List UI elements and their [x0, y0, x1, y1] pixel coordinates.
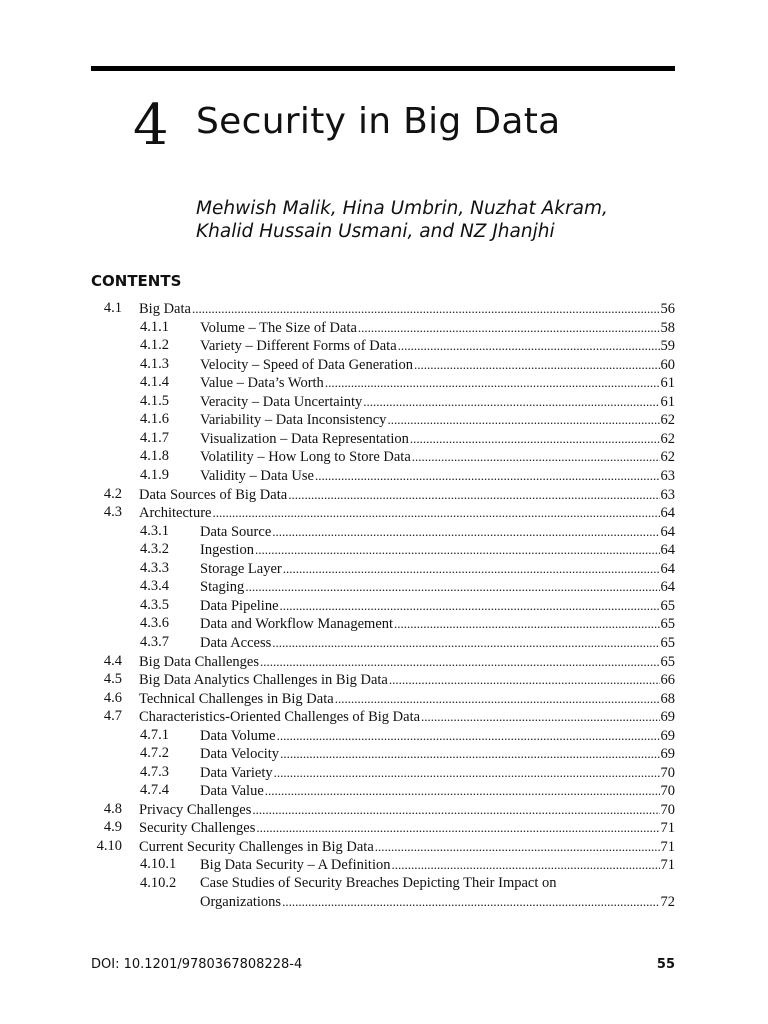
toc-entry[interactable]: [0, 707, 768, 726]
toc-leader-dots: [288, 485, 659, 504]
toc-leader-dots: [412, 447, 660, 466]
toc-leader-dots: [363, 392, 659, 411]
toc-page: 64: [660, 561, 675, 577]
toc-entry[interactable]: [0, 447, 768, 466]
toc-number: 4.7.2: [140, 745, 169, 761]
toc-title: Big Data Security – A Definition: [200, 857, 391, 873]
toc-entry[interactable]: [0, 522, 768, 541]
toc-title: Ingestion: [200, 542, 254, 558]
toc-number: 4.1.1: [140, 319, 169, 335]
toc-number: 4.7.4: [140, 782, 169, 798]
toc-page: 62: [660, 449, 675, 465]
toc-page: 56: [660, 301, 675, 317]
toc-number: 4.10.1: [140, 856, 177, 872]
toc-page: 65: [660, 654, 675, 670]
toc-leader-dots: [252, 800, 659, 819]
toc-number: 4.3.2: [140, 541, 169, 557]
toc-title: Data Sources of Big Data: [139, 487, 288, 503]
toc-title: Data Source: [200, 524, 272, 540]
toc-entry[interactable]: [0, 485, 768, 504]
toc-entry[interactable]: [0, 689, 768, 708]
toc-number: 4.3.6: [140, 615, 169, 631]
toc-leader-dots: [192, 299, 660, 318]
toc-entry[interactable]: [0, 837, 768, 856]
toc-title: Data and Workflow Management: [200, 616, 394, 632]
toc-entry[interactable]: [0, 429, 768, 448]
toc-page: 71: [660, 820, 675, 836]
toc-number: 4.1.9: [140, 467, 169, 483]
toc-title: Security Challenges: [139, 820, 256, 836]
toc-page: 65: [660, 598, 675, 614]
toc-number: 4.1.7: [140, 430, 169, 446]
toc-number: 4.1.8: [140, 448, 169, 464]
toc-entry[interactable]: [0, 614, 768, 633]
toc-entry[interactable]: [0, 874, 768, 893]
toc-page: 63: [660, 487, 675, 503]
toc-page: 70: [660, 765, 675, 781]
toc-leader-dots: [277, 726, 660, 745]
toc-leader-dots: [274, 763, 660, 782]
toc-page: 63: [660, 468, 675, 484]
toc-entry[interactable]: [0, 763, 768, 782]
toc-number: 4.9: [103, 819, 122, 835]
toc-page: 64: [660, 542, 675, 558]
toc-number: 4.4: [103, 653, 122, 669]
toc-title: Validity – Data Use: [200, 468, 314, 484]
toc-leader-dots: [212, 503, 659, 522]
toc-leader-dots: [387, 410, 659, 429]
toc-title: Variety – Different Forms of Data: [200, 338, 397, 354]
toc-entry[interactable]: [0, 744, 768, 763]
toc-page: 68: [660, 691, 675, 707]
toc-leader-dots: [255, 540, 660, 559]
toc-entry-continuation[interactable]: [0, 892, 768, 911]
toc-page: 71: [660, 857, 675, 873]
toc-page: 61: [660, 394, 675, 410]
toc-title: Volume – The Size of Data: [200, 320, 357, 336]
toc-page: 69: [660, 709, 675, 725]
toc-leader-dots: [280, 744, 659, 763]
toc-title: Technical Challenges in Big Data: [139, 691, 334, 707]
toc-title: Privacy Challenges: [139, 802, 252, 818]
toc-number: 4.1.2: [140, 337, 169, 353]
toc-number: 4.1.3: [140, 356, 169, 372]
toc-number: 4.3.7: [140, 634, 169, 650]
chapter-title: Security in Big Data: [196, 101, 561, 142]
toc-entry[interactable]: [0, 299, 768, 318]
toc-page: 70: [660, 783, 675, 799]
toc-title: Big Data: [139, 301, 191, 317]
chapter-authors: [196, 197, 666, 243]
toc-page: 65: [660, 635, 675, 651]
toc-entry[interactable]: [0, 596, 768, 615]
toc-entry[interactable]: [0, 318, 768, 337]
toc-leader-dots: [280, 596, 660, 615]
toc-title: Volatility – How Long to Store Data: [200, 449, 411, 465]
toc-leader-dots: [398, 336, 660, 355]
toc-title: Data Pipeline: [200, 598, 279, 614]
doi-label[interactable]: DOI: 10.1201/9780367808228-4: [91, 957, 303, 972]
toc-title: Visualization – Data Representation: [200, 431, 409, 447]
toc-leader-dots: [414, 355, 660, 374]
toc-title: Data Variety: [200, 765, 273, 781]
toc-number: 4.3.4: [140, 578, 169, 594]
toc-title: Velocity – Speed of Data Generation: [200, 357, 413, 373]
toc-page: 65: [660, 616, 675, 632]
toc-entry[interactable]: [0, 466, 768, 485]
authors-line-1: Mehwish Malik, Hina Umbrin, Nuzhat Akram,: [196, 198, 608, 219]
toc-entry[interactable]: [0, 818, 768, 837]
toc-number: 4.7: [103, 708, 122, 724]
toc-title: Characteristics-Oriented Challenges of Big Data: [139, 709, 421, 725]
toc-title: Storage Layer: [200, 561, 282, 577]
toc-title: Data Value: [200, 783, 264, 799]
toc-leader-dots: [265, 781, 660, 800]
toc-page: 64: [660, 524, 675, 540]
toc-entry[interactable]: [0, 355, 768, 374]
authors-line-2: Khalid Hussain Usmani, and NZ Jhanjhi: [196, 221, 555, 242]
chapter-number: 4: [133, 93, 169, 158]
toc-page: 58: [660, 320, 675, 336]
toc-leader-dots: [394, 614, 659, 633]
toc-entry[interactable]: [0, 410, 768, 429]
toc-page: 69: [660, 728, 675, 744]
toc-page: 69: [660, 746, 675, 762]
toc-number: 4.5: [103, 671, 122, 687]
toc-entry[interactable]: [0, 800, 768, 819]
toc-title: Data Access: [200, 635, 272, 651]
page-number: 55: [656, 957, 675, 972]
toc-title: Staging: [200, 579, 245, 595]
toc-page: 60: [660, 357, 675, 373]
toc-leader-dots: [392, 855, 660, 874]
toc-number: 4.1.4: [140, 374, 169, 390]
toc-entry[interactable]: [0, 577, 768, 596]
toc-title: Big Data Challenges: [139, 654, 260, 670]
toc-leader-dots: [375, 837, 660, 856]
toc-page: 62: [660, 431, 675, 447]
toc-entry[interactable]: [0, 503, 768, 522]
toc-title: Organizations: [200, 894, 282, 910]
toc-number: 4.7.3: [140, 764, 169, 780]
toc-title: Data Velocity: [200, 746, 280, 762]
toc-entry[interactable]: [0, 373, 768, 392]
toc-title: Big Data Analytics Challenges in Big Data: [139, 672, 388, 688]
toc-page: 72: [660, 894, 675, 910]
toc-number: 4.8: [103, 801, 122, 817]
toc-number: 4.1.6: [140, 411, 169, 427]
toc-page: 71: [660, 839, 675, 855]
toc-page: 59: [660, 338, 675, 354]
toc-title: Data Volume: [200, 728, 276, 744]
toc-number: 4.2: [103, 486, 122, 502]
toc-leader-dots: [272, 633, 659, 652]
contents-heading: CONTENTS: [91, 272, 182, 290]
toc-number: 4.3.5: [140, 597, 169, 613]
toc-leader-dots: [272, 522, 659, 541]
toc-title: Value – Data’s Worth: [200, 375, 324, 391]
toc-entry[interactable]: [0, 540, 768, 559]
toc-leader-dots: [335, 689, 660, 708]
chapter-top-rule: [91, 66, 675, 71]
toc-entry[interactable]: [0, 633, 768, 652]
toc-leader-dots: [325, 373, 660, 392]
toc-number: 4.3.3: [140, 560, 169, 576]
toc-number: 4.3.1: [140, 523, 169, 539]
toc-number: 4.1: [103, 300, 122, 316]
toc-page: 66: [660, 672, 675, 688]
toc-number: 4.3: [103, 504, 122, 520]
toc-title: Case Studies of Security Breaches Depicting Their Impact on: [200, 875, 557, 891]
toc-entry[interactable]: [0, 392, 768, 411]
toc-leader-dots: [245, 577, 659, 596]
toc-entry[interactable]: [0, 670, 768, 689]
toc-leader-dots: [389, 670, 660, 689]
toc-title: Current Security Challenges in Big Data: [139, 839, 374, 855]
toc-title: Variability – Data Inconsistency: [200, 412, 387, 428]
toc-title: Architecture: [139, 505, 212, 521]
toc-title: Veracity – Data Uncertainty: [200, 394, 363, 410]
toc-entry[interactable]: [0, 855, 768, 874]
toc-entry[interactable]: [0, 336, 768, 355]
toc-page: 70: [660, 802, 675, 818]
toc-number: 4.6: [103, 690, 122, 706]
toc-leader-dots: [410, 429, 660, 448]
toc-entry[interactable]: [0, 781, 768, 800]
toc-page: 62: [660, 412, 675, 428]
toc-leader-dots: [283, 559, 660, 578]
toc-page: 64: [660, 505, 675, 521]
toc-page: 64: [660, 579, 675, 595]
toc-number: 4.10.2: [140, 875, 177, 891]
toc-number: 4.10: [96, 838, 122, 854]
toc-leader-dots: [358, 318, 660, 337]
toc-page: 61: [660, 375, 675, 391]
toc-leader-dots: [260, 652, 659, 671]
toc-leader-dots: [315, 466, 660, 485]
toc-number: 4.1.5: [140, 393, 169, 409]
toc-leader-dots: [282, 892, 659, 911]
toc-number: 4.7.1: [140, 727, 169, 743]
toc-leader-dots: [256, 818, 659, 837]
toc-leader-dots: [421, 707, 659, 726]
toc-entry[interactable]: [0, 652, 768, 671]
toc-entry[interactable]: [0, 726, 768, 745]
toc-entry[interactable]: [0, 559, 768, 578]
